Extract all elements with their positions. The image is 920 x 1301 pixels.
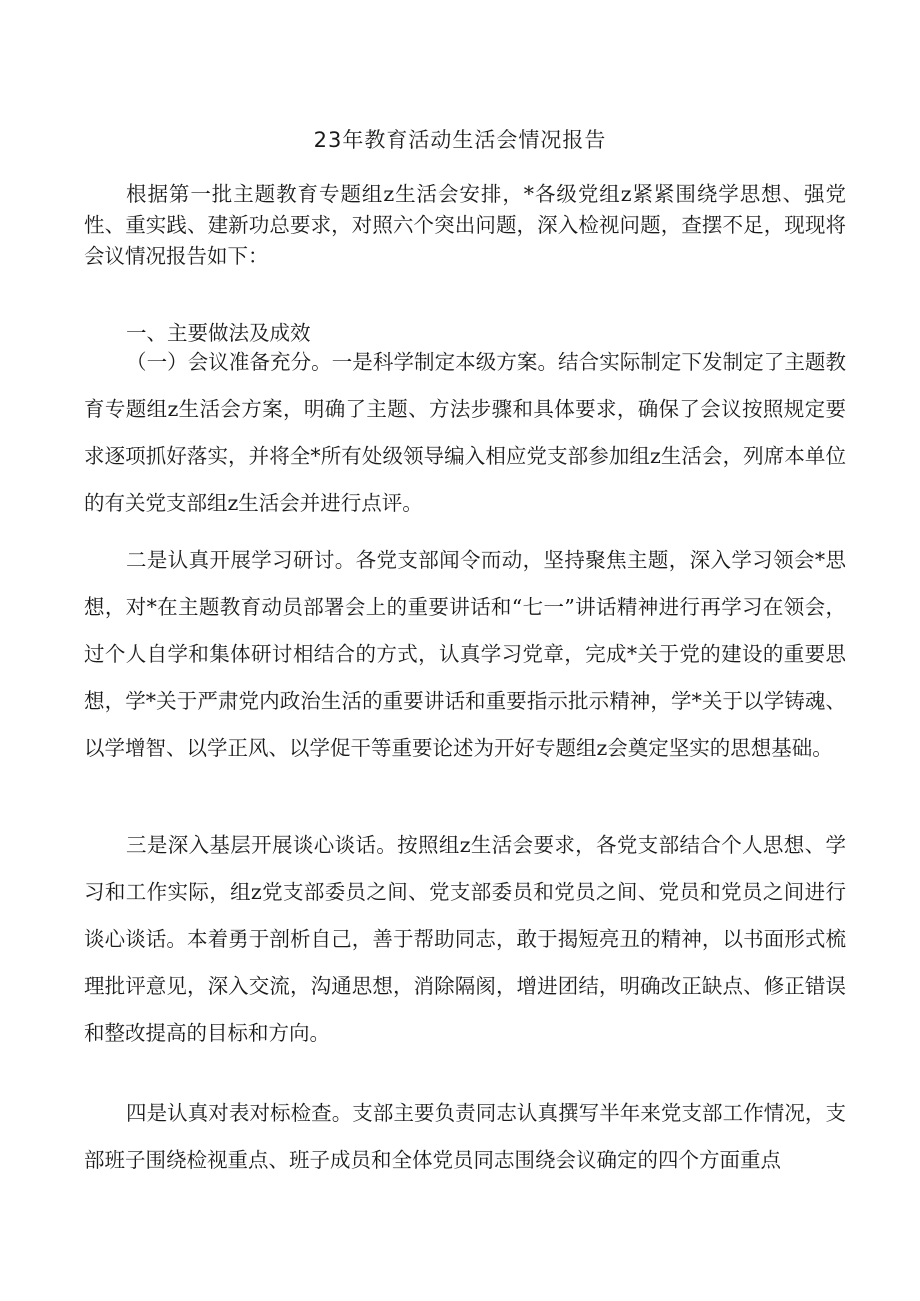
intro-paragraph: 根据第一批主题教育专题组z生活会安排，*各级党组z紧紧围绕学思想、强党性、重实践、建新功总要求，对照六个突出问题，深入检视问题，查摆不足，现现将会议情况报告如下： — [84, 182, 846, 268]
document-title: 23年教育活动生活会情况报告 — [313, 128, 607, 152]
paragraph-meeting-preparation: （一）会议准备充分。一是科学制定本级方案。结合实际制定下发制定了主题教育专题组z生活会方案，明确了主题、方法步骤和具体要求，确保了会议按照规定要求逐项抓好落实，并将全*所有处级领导编入相应党支部参加组z生活会，列席本单位的有关党支部组z生活会并进行点评。 — [84, 350, 846, 515]
paragraph-heart-to-heart-talks: 三是深入基层开展谈心谈话。按照组z生活会要求，各党支部结合个人思想、学习和工作实际，组z党支部委员之间、党支部委员和党员之间、党员和党员之间进行谈心谈话。本着勇于剖析自己，善于帮助同志，敢于揭短亮丑的精神，以书面形式梳理批评意见，深入交流，沟通思想，消除隔阂，增进团结，明确改正缺点、修正错误和整改提高的目标和方向。 — [84, 833, 846, 1045]
section-heading: 一、主要做法及成效 — [126, 321, 311, 345]
paragraph-benchmark-check: 四是认真对表对标检查。支部主要负责同志认真撰写半年来党支部工作情况，支部班子围绕检视重点、班子成员和全体党员同志围绕会议确定的四个方面重点 — [84, 1101, 846, 1172]
paragraph-study-discussion: 二是认真开展学习研讨。各党支部闻令而动，坚持聚焦主题，深入学习领会*思想，对*在主题教育动员部署会上的重要讲话和“七一”讲话精神进行再学习在领会，过个人自学和集体研讨相结合的方式，认真学习党章，完成*关于党的建设的重要思想，学*关于严肃党内政治生活的重要讲话和重要指示批示精神，学*关于以学铸魂、以学增智、以学正风、以学促干等重要论述为开好专题组z会奠定坚实的思想基础。 — [84, 548, 846, 760]
